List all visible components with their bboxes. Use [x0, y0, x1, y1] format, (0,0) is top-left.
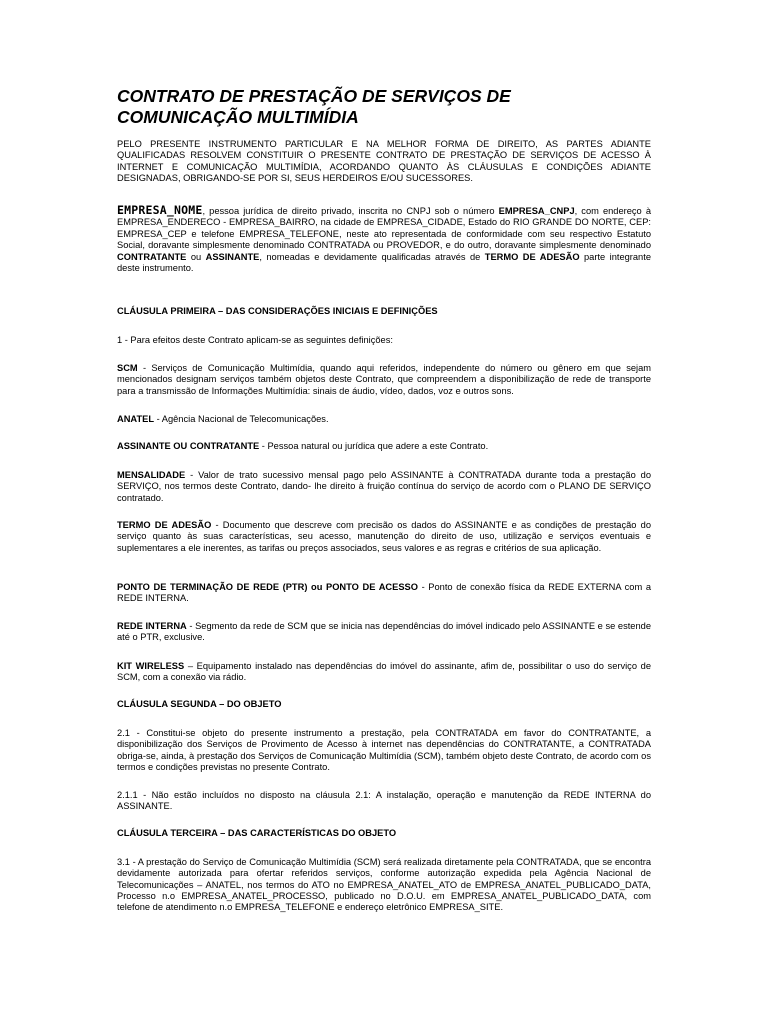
definition-scm: SCM - Serviços de Comunicação Multimídia, quando aqui referidos, independente do número ou gênero em que sejam mencionados designam serviços também objetos deste Contrato, que compreendem a disponibilização de rede de transporte para a transmissão de Informações Multimídia: sinais de áudio, vídeo, dados, voz e outros sons. — [117, 363, 651, 396]
company-cnpj: EMPRESA_CNPJ — [498, 206, 575, 216]
clause-2-paragraph-2: 2.1.1 - Não estão incluídos no disposto na cláusula 2.1: A instalação, operação e manutenção da REDE INTERNA do ASSINANTE. — [117, 790, 651, 812]
clause-2-paragraph-1: 2.1 - Constitui-se objeto do presente instrumento a prestação, pela CONTRATADA em favor do CONTRATANTE, a disponibilização dos Serviços de Provimento de Acesso à internet nas dependências do CONTRATANTE, a CONTRATADA obriga-se, ainda, à prestação dos Serviços de Comunicação Multimídia (SCM), também objeto deste Contrato, de acordo com os termos e condições previstas no presente Contrato. — [117, 728, 651, 772]
definition-rede-interna: REDE INTERNA - Segmento da rede de SCM que se inicia nas dependências do imóvel indicado pelo ASSINANTE e se estende até o PTR, exclusive. — [117, 621, 651, 643]
title-line-1: CONTRATO DE PRESTAÇÃO DE SERVIÇOS DE — [117, 86, 511, 106]
clause-1-heading: CLÁUSULA PRIMEIRA – DAS CONSIDERAÇÕES INICIAIS E DEFINIÇÕES — [117, 306, 438, 316]
definition-ptr: PONTO DE TERMINAÇÃO DE REDE (PTR) ou PONTO DE ACESSO - Ponto de conexão física da REDE EXTERNA com a REDE INTERNA. — [117, 582, 652, 604]
preamble-paragraph: PELO PRESENTE INSTRUMENTO PARTICULAR E NA MELHOR FORMA DE DIREITO, AS PARTES ADIANTE QUALIFICADAS RESOLVEM CONSTITUIR O PRESENTE CONTRATO DE PRESTAÇÃO DE SERVIÇOS DE ACESSO À INTERNET E COMUNICAÇÃO MULTIMÍDIA, ACORDANDO QUANTO ÀS CLÁUSULAS E CONDIÇÕES ADIANTE DESIGNADAS, OBRIGANDO-SE POR SI, SEUS HERDEIROS E/OU SUCESSORES. — [117, 139, 651, 183]
clause-3-heading: CLÁUSULA TERCEIRA – DAS CARACTERÍSTICAS DO OBJETO — [117, 828, 397, 838]
definition-mensalidade: MENSALIDADE - Valor de trato sucessivo mensal pago pelo ASSINANTE à CONTRATADA durante toda a prestação do SERVIÇO, nos termos deste Contrato, dando- lhe direito à fruição contínua do serviço de acordo com o PLANO DE SERVIÇO contratado. — [117, 470, 651, 503]
definition-termo-adesao: TERMO DE ADESÃO - Documento que descreve com precisão os dados do ASSINANTE e as condições de prestação do serviço quanto às suas características, seu acesso, manutenção do direito de uso, utilização e serviços eventuais e suplementares a ele inerentes, as tarifas ou preços associados, seus valores e as regras e critérios de sua aplicação. — [117, 520, 651, 553]
document-title — [117, 86, 651, 128]
title-line-2: COMUNICAÇÃO MULTIMÍDIA — [117, 107, 359, 127]
company-name: EMPRESA_NOME — [117, 203, 203, 217]
definition-kit-wireless: KIT WIRELESS – Equipamento instalado nas dependências do imóvel do assinante, afim de, possibilitar o uso do serviço de SCM, com a conexão via rádio. — [117, 661, 651, 683]
definition-anatel: ANATEL - Agência Nacional de Telecomunicações. — [117, 414, 329, 424]
clause-3-paragraph-1: 3.1 - A prestação do Serviço de Comunicação Multimídia (SCM) será realizada diretamente pela CONTRATADA, que se encontra devidamente autorizada para ofertar referidos serviços, conforme autorização expedida pela Agência Nacional de Telecomunicações – ANATEL, nos termos do ATO no EMPRESA_ANATEL_ATO de EMPRESA_ANATEL_PUBLICADO_DATA, Processo n.o EMPRESA_ANATEL_PROCESSO, publicado no D.O.U. em EMPRESA_ANATEL_PUBLICADO_DATA, com telefone de atendimento n.o EMPRESA_TELEFONE e endereço eletrônico EMPRESA_SITE. — [117, 857, 651, 913]
clause-2-heading: CLÁUSULA SEGUNDA – DO OBJETO — [117, 699, 282, 709]
definition-assinante: ASSINANTE OU CONTRATANTE - Pessoa natural ou jurídica que adere a este Contrato. — [117, 441, 489, 451]
parties-paragraph: EMPRESA_NOME, pessoa jurídica de direito privado, inscrita no CNPJ sob o número EMPRESA_CNPJ, com endereço à EMPRESA_ENDERECO - EMPRESA_BAIRRO, na cidade de EMPRESA_CIDADE, Estado do RIO GRANDE DO NORTE, CEP: EMPRESA_CEP e telefone EMPRESA_TELEFONE, neste ato representada de conformidade com seu respectivo Estatuto Social, doravante simplesmente denominado CONTRATADA ou PROVEDOR, e do outro, doravante simplesmente denominado CONTRATANTE ou ASSINANTE, nomeadas e devidamente qualificadas através de TERMO DE ADESÃO parte integrante deste instrumento. — [117, 203, 651, 274]
clause-1-intro: 1 - Para efeitos deste Contrato aplicam-se as seguintes definições: — [117, 335, 393, 345]
